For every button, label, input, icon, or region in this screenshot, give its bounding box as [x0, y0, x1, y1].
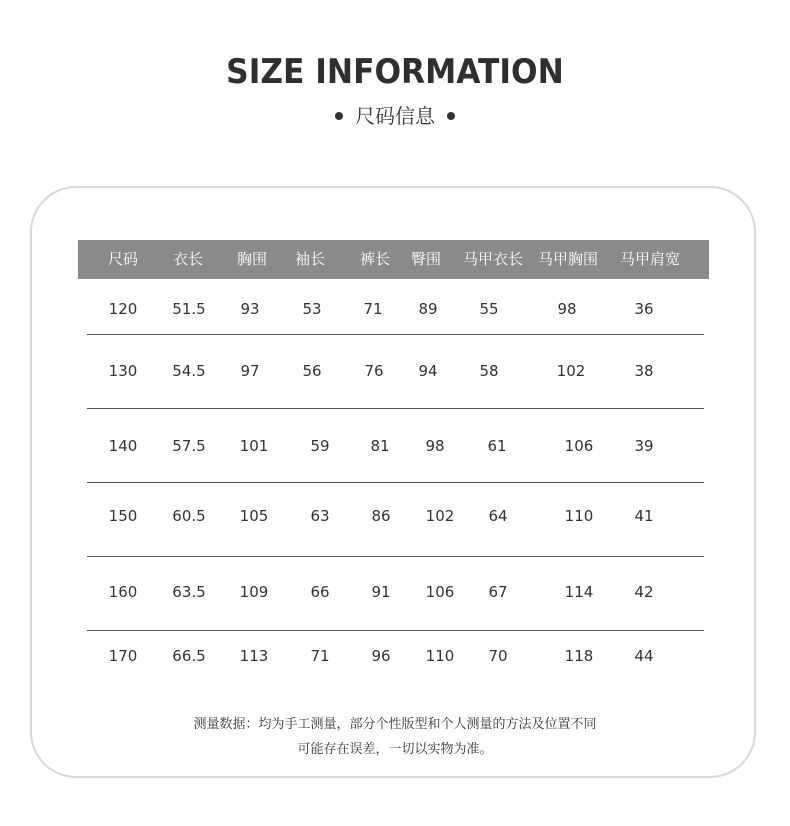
table-cell: 76 [364, 362, 384, 380]
table-cell: 44 [634, 647, 654, 665]
table-cell: 81 [370, 437, 390, 455]
column-header: 臀围 [410, 250, 442, 268]
column-header: 尺码 [107, 250, 139, 268]
table-cell: 160 [108, 583, 138, 601]
table-cell: 41 [634, 507, 654, 525]
table-cell: 110 [425, 647, 455, 665]
table-cell: 55 [479, 300, 499, 318]
row-divider [87, 408, 704, 409]
table-cell: 64 [488, 507, 508, 525]
table-header [78, 240, 709, 279]
table-cell: 106 [425, 583, 455, 601]
table-cell: 97 [240, 362, 260, 380]
table-cell: 60.5 [172, 507, 206, 525]
footnote-line-2: 可能存在误差，一切以实物为准。 [297, 742, 493, 757]
table-cell: 140 [108, 437, 138, 455]
table-cell: 51.5 [172, 300, 206, 318]
table-cell: 66.5 [172, 647, 206, 665]
table-cell: 93 [240, 300, 260, 318]
table-cell: 70 [488, 647, 508, 665]
table-cell: 150 [108, 507, 138, 525]
table-cell: 101 [239, 437, 269, 455]
table-cell: 105 [239, 507, 269, 525]
page-title: SIZE INFORMATION [226, 52, 564, 92]
table-cell: 96 [371, 647, 391, 665]
table-cell: 118 [564, 647, 594, 665]
column-header: 衣长 [172, 250, 204, 268]
table-cell: 59 [310, 437, 330, 455]
row-divider [87, 630, 704, 631]
table-cell: 89 [418, 300, 438, 318]
table-cell: 58 [479, 362, 499, 380]
table-cell: 61 [487, 437, 507, 455]
table-cell: 71 [310, 647, 330, 665]
table-cell: 36 [634, 300, 654, 318]
table-cell: 120 [108, 300, 138, 318]
table-cell: 56 [302, 362, 322, 380]
table-cell: 67 [488, 583, 508, 601]
page-subtitle [0, 100, 790, 129]
column-header: 马甲胸围 [537, 250, 599, 268]
table-cell: 98 [425, 437, 445, 455]
table-cell: 39 [634, 437, 654, 455]
table-cell: 66 [310, 583, 330, 601]
table-cell: 71 [363, 300, 383, 318]
table-cell: 63 [310, 507, 330, 525]
column-header: 袖长 [294, 250, 326, 268]
table-cell: 109 [239, 583, 269, 601]
row-divider [87, 482, 704, 483]
table-cell: 114 [564, 583, 594, 601]
row-divider [87, 334, 704, 335]
table-cell: 113 [239, 647, 269, 665]
table-cell: 110 [564, 507, 594, 525]
table-cell: 130 [108, 362, 138, 380]
table-cell: 53 [302, 300, 322, 318]
bullet-dot-right [447, 112, 455, 120]
bullet-dot-left [335, 112, 343, 120]
column-header: 马甲肩宽 [619, 250, 681, 268]
subtitle-text: 尺码信息 [355, 104, 435, 128]
table-cell: 42 [634, 583, 654, 601]
table-cell: 54.5 [172, 362, 206, 380]
table-cell: 98 [557, 300, 577, 318]
row-divider [87, 556, 704, 557]
table-cell: 94 [418, 362, 438, 380]
table-cell: 102 [425, 507, 455, 525]
table-cell: 106 [564, 437, 594, 455]
table-cell: 38 [634, 362, 654, 380]
column-header: 裤长 [359, 250, 391, 268]
footnote-line-1: 测量数据：均为手工测量，部分个性版型和个人测量的方法及位置不同 [193, 717, 597, 732]
column-header: 马甲衣长 [462, 250, 524, 268]
table-cell: 102 [556, 362, 586, 380]
table-cell: 170 [108, 647, 138, 665]
table-cell: 63.5 [172, 583, 206, 601]
table-cell: 57.5 [172, 437, 206, 455]
table-cell: 86 [371, 507, 391, 525]
table-cell: 91 [371, 583, 391, 601]
column-header: 胸围 [236, 250, 268, 268]
